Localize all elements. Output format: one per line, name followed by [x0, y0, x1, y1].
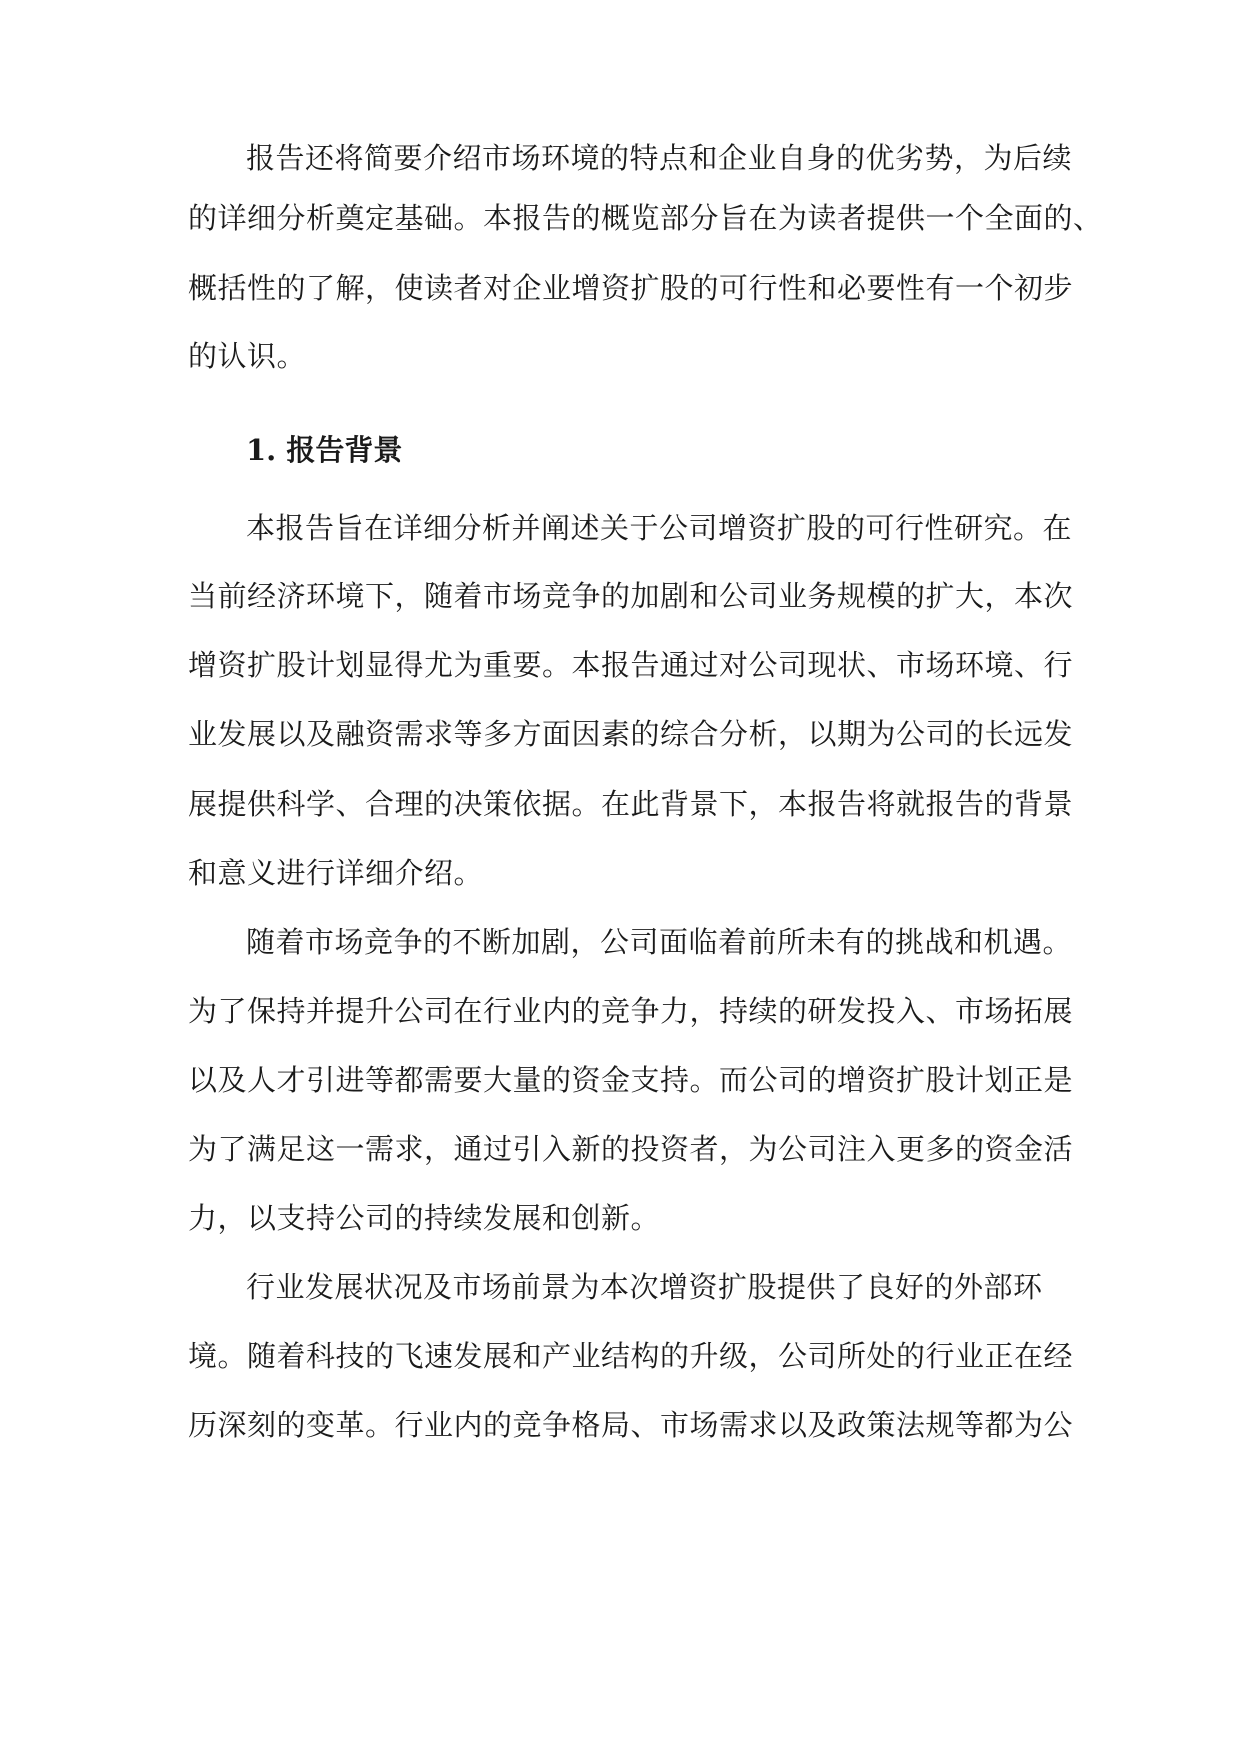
- section-heading: 1. 报告背景: [246, 433, 403, 467]
- paragraph-1-line-3: 增资扩股计划显得尤为重要。本报告通过对公司现状、市场环境、行: [188, 648, 1074, 682]
- paragraph-2-line-4: 为了满足这一需求，通过引入新的投资者，为公司注入更多的资金活: [188, 1132, 1074, 1166]
- intro-line-1: 报告还将简要介绍市场环境的特点和企业自身的优劣势，为后续: [246, 141, 1073, 175]
- paragraph-1-line-5: 展提供科学、合理的决策依据。在此背景下，本报告将就报告的背景: [188, 787, 1074, 821]
- intro-line-3: 概括性的了解，使读者对企业增资扩股的可行性和必要性有一个初步: [188, 271, 1074, 305]
- paragraph-3-line-3: 历深刻的变革。行业内的竞争格局、市场需求以及政策法规等都为公: [188, 1408, 1074, 1442]
- paragraph-2-line-1: 随着市场竞争的不断加剧，公司面临着前所未有的挑战和机遇。: [246, 925, 1073, 959]
- intro-line-2: 的详细分析奠定基础。本报告的概览部分旨在为读者提供一个全面的、: [188, 201, 1103, 235]
- paragraph-3-line-2: 境。随着科技的飞速发展和产业结构的升级，公司所处的行业正在经: [188, 1339, 1074, 1373]
- paragraph-1-line-4: 业发展以及融资需求等多方面因素的综合分析，以期为公司的长远发: [188, 717, 1074, 751]
- paragraph-2-line-5: 力，以支持公司的持续发展和创新。: [188, 1201, 661, 1235]
- paragraph-1-line-1: 本报告旨在详细分析并阐述关于公司增资扩股的可行性研究。在: [246, 511, 1073, 545]
- paragraph-1-line-6: 和意义进行详细介绍。: [188, 856, 484, 890]
- paragraph-1-line-2: 当前经济环境下，随着市场竞争的加剧和公司业务规模的扩大，本次: [188, 579, 1074, 613]
- paragraph-2-line-3: 以及人才引进等都需要大量的资金支持。而公司的增资扩股计划正是: [188, 1063, 1074, 1097]
- paragraph-2-line-2: 为了保持并提升公司在行业内的竞争力，持续的研发投入、市场拓展: [188, 994, 1074, 1028]
- intro-line-4: 的认识。: [188, 339, 307, 373]
- paragraph-3-line-1: 行业发展状况及市场前景为本次增资扩股提供了良好的外部环: [246, 1270, 1043, 1304]
